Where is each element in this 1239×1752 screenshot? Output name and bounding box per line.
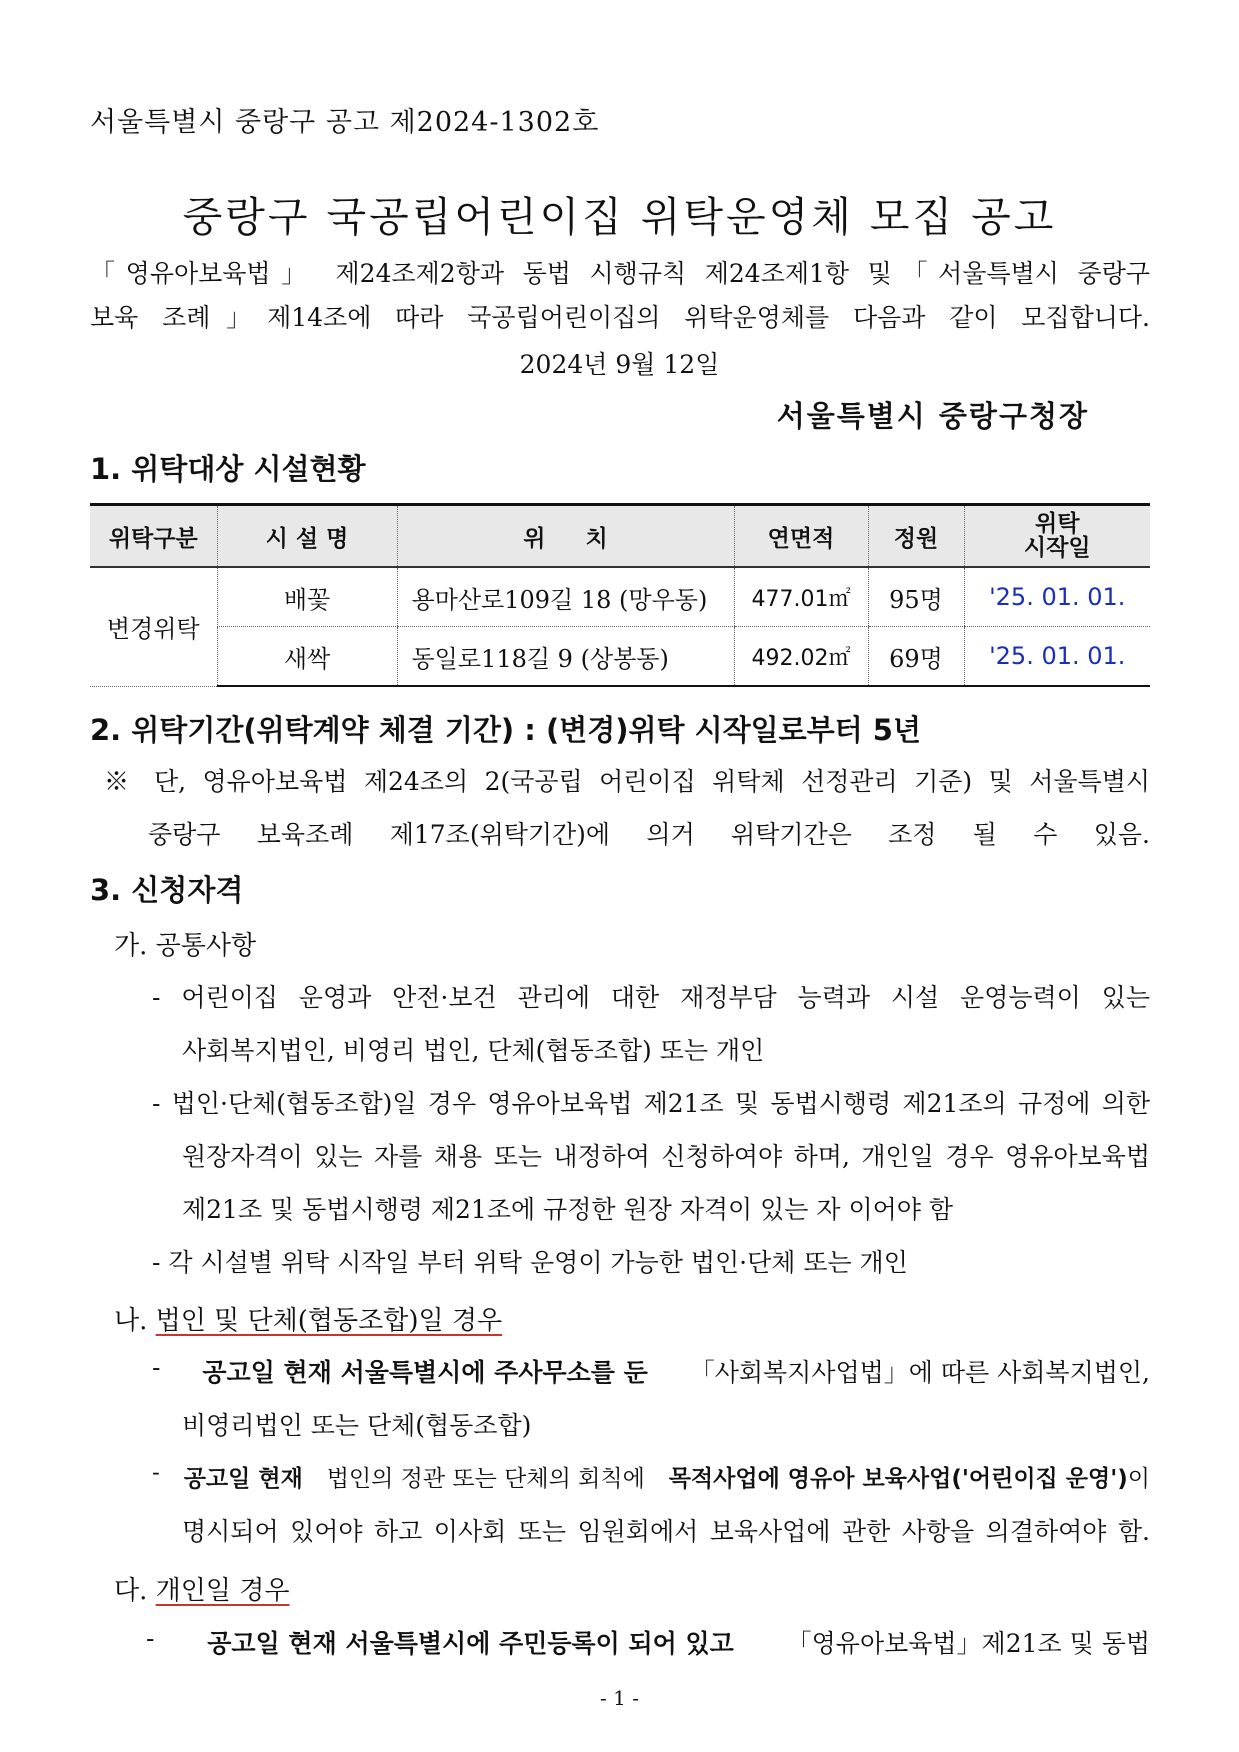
c1-line-1 [146,1624,1150,1660]
section-2-heading: 2. 위탁기간(위탁계약 체결 기간) : (변경)위탁 시작일로부터 5년 [90,713,921,747]
intro-line-1: 「영유아보육법」 제24조제2항과 동법 시행규칙 제24조제1항 및「서울특별시 중랑구 [90,259,1150,288]
subsection-a-heading: 가. 공통사항 [114,931,257,961]
b1-line-1 [152,1353,1150,1389]
facility-capacity: 95명 [868,567,964,627]
subsection-c-prefix: 다. [114,1576,148,1606]
col-header-facility-name: 시 설 명 [217,505,397,568]
b1-line-2: 비영리법인 또는 단체(협동조합) [182,1411,532,1440]
c1-dash: - [146,1624,155,1653]
b2-bold-1: 공고일 현재 [183,1466,303,1492]
a2-line-2: 원장자격이 있는 자를 채용 또는 내정하여 신청하여야 하며, 개인일 경우 영유아보육법 [182,1142,1150,1171]
b2-line-1 [152,1460,1150,1493]
facility-start-date: '25. 01. 01. [964,627,1150,687]
facility-location: 동일로118길 9 (상봉동) [397,627,734,687]
facility-area: 477.01㎡ [734,567,868,627]
subsection-c-heading [114,1570,290,1607]
col-header-start-date-line2: 시작일 [1023,535,1091,561]
a3-line: - 각 시설별 위탁 시작일 부터 위탁 운영이 가능한 법인·단체 또는 개인 [152,1248,908,1277]
b1-dash: - [152,1353,161,1382]
b2-dash: - [152,1460,160,1486]
issuer: 서울특별시 중랑구청장 [776,399,1089,433]
subsection-b-prefix: 나. [114,1306,148,1336]
subsection-c-title: 개인일 경우 [155,1576,290,1606]
intro-line-2: 보육 조례」제14조에 따라 국공립어린이집의 위탁운영체를 다음과 같이 모집합니다. [90,303,1150,332]
facility-location: 용마산로109길 18 (망우동) [397,567,734,627]
a2-line-1: - 법인·단체(협동조합)일 경우 영유아보육법 제21조 및 동법시행령 제21조의 규정에 의한 [152,1089,1150,1118]
page-number: - 1 - [600,1686,639,1710]
b2-bold-2: 목적사업에 영유아 보육사업('어린이집 운영') [668,1466,1128,1492]
a1-line-1: - 어린이집 운영과 안전·보건 관리에 대한 재정부담 능력과 시설 운영능력이 있는 [152,983,1150,1012]
group-label: 변경위탁 [90,567,217,686]
col-header-start-date [964,505,1150,568]
b2-mid-text: 법인의 정관 또는 단체의 회칙에 [326,1466,645,1492]
a2-line-3: 제21조 및 동법시행령 제21조에 규정한 원장 자격이 있는 자 이어야 함 [182,1195,953,1224]
facility-table [90,503,1150,687]
c1-bold-text: 공고일 현재 서울특별시에 주민등록이 되어 있고 [207,1629,734,1658]
section-3-heading: 3. 신청자격 [90,873,244,907]
col-header-area: 연면적 [734,505,868,568]
facility-name: 새싹 [217,627,397,687]
section-1-heading: 1. 위탁대상 시설현황 [90,452,366,486]
notice-date: 2024년 9월 12일 [519,350,720,379]
facility-start-date: '25. 01. 01. [964,567,1150,627]
section-2-note-line-2: 중랑구 보육조례 제17조(위탁기간)에 의거 위탁기간은 조정 될 수 있음. [148,820,1150,849]
facility-name: 배꽃 [217,567,397,627]
b1-rest-text: 「사회복지사업법」에 따른 사회복지법인, [689,1358,1150,1387]
table-header-row [90,505,1150,568]
facility-capacity: 69명 [868,627,964,687]
subsection-b-heading [114,1300,502,1337]
facility-area: 492.02㎡ [734,627,868,687]
table-row [90,627,1150,687]
table-row [90,567,1150,627]
col-header-start-date-line1: 위탁 [1035,510,1080,537]
section-2-note-line-1: ※ 단, 영유아보육법 제24조의 2(국공립 어린이집 위탁체 선정관리 기준) 및 서울특별시 [104,767,1150,796]
document-number: 서울특별시 중랑구 공고 제2024-1302호 [90,107,600,138]
page-title: 중랑구 국공립어린이집 위탁운영체 모집 공고 [182,193,1057,241]
col-header-capacity: 정원 [868,505,964,568]
col-header-category: 위탁구분 [90,505,217,568]
b2-end-text: 이 [1127,1466,1150,1492]
b2-line-2: 명시되어 있어야 하고 이사회 또는 임원회에서 보육사업에 관한 사항을 의결하여야 함. [182,1517,1150,1546]
subsection-b-title: 법인 및 단체(협동조합)일 경우 [155,1306,503,1336]
a1-line-2: 사회복지법인, 비영리 법인, 단체(협동조합) 또는 개인 [182,1036,765,1065]
c1-rest-text: 「영유아보육법」제21조 및 동법 [786,1629,1150,1658]
b1-bold-text: 공고일 현재 서울특별시에 주사무소를 둔 [202,1358,648,1387]
col-header-location: 위 치 [397,505,734,568]
